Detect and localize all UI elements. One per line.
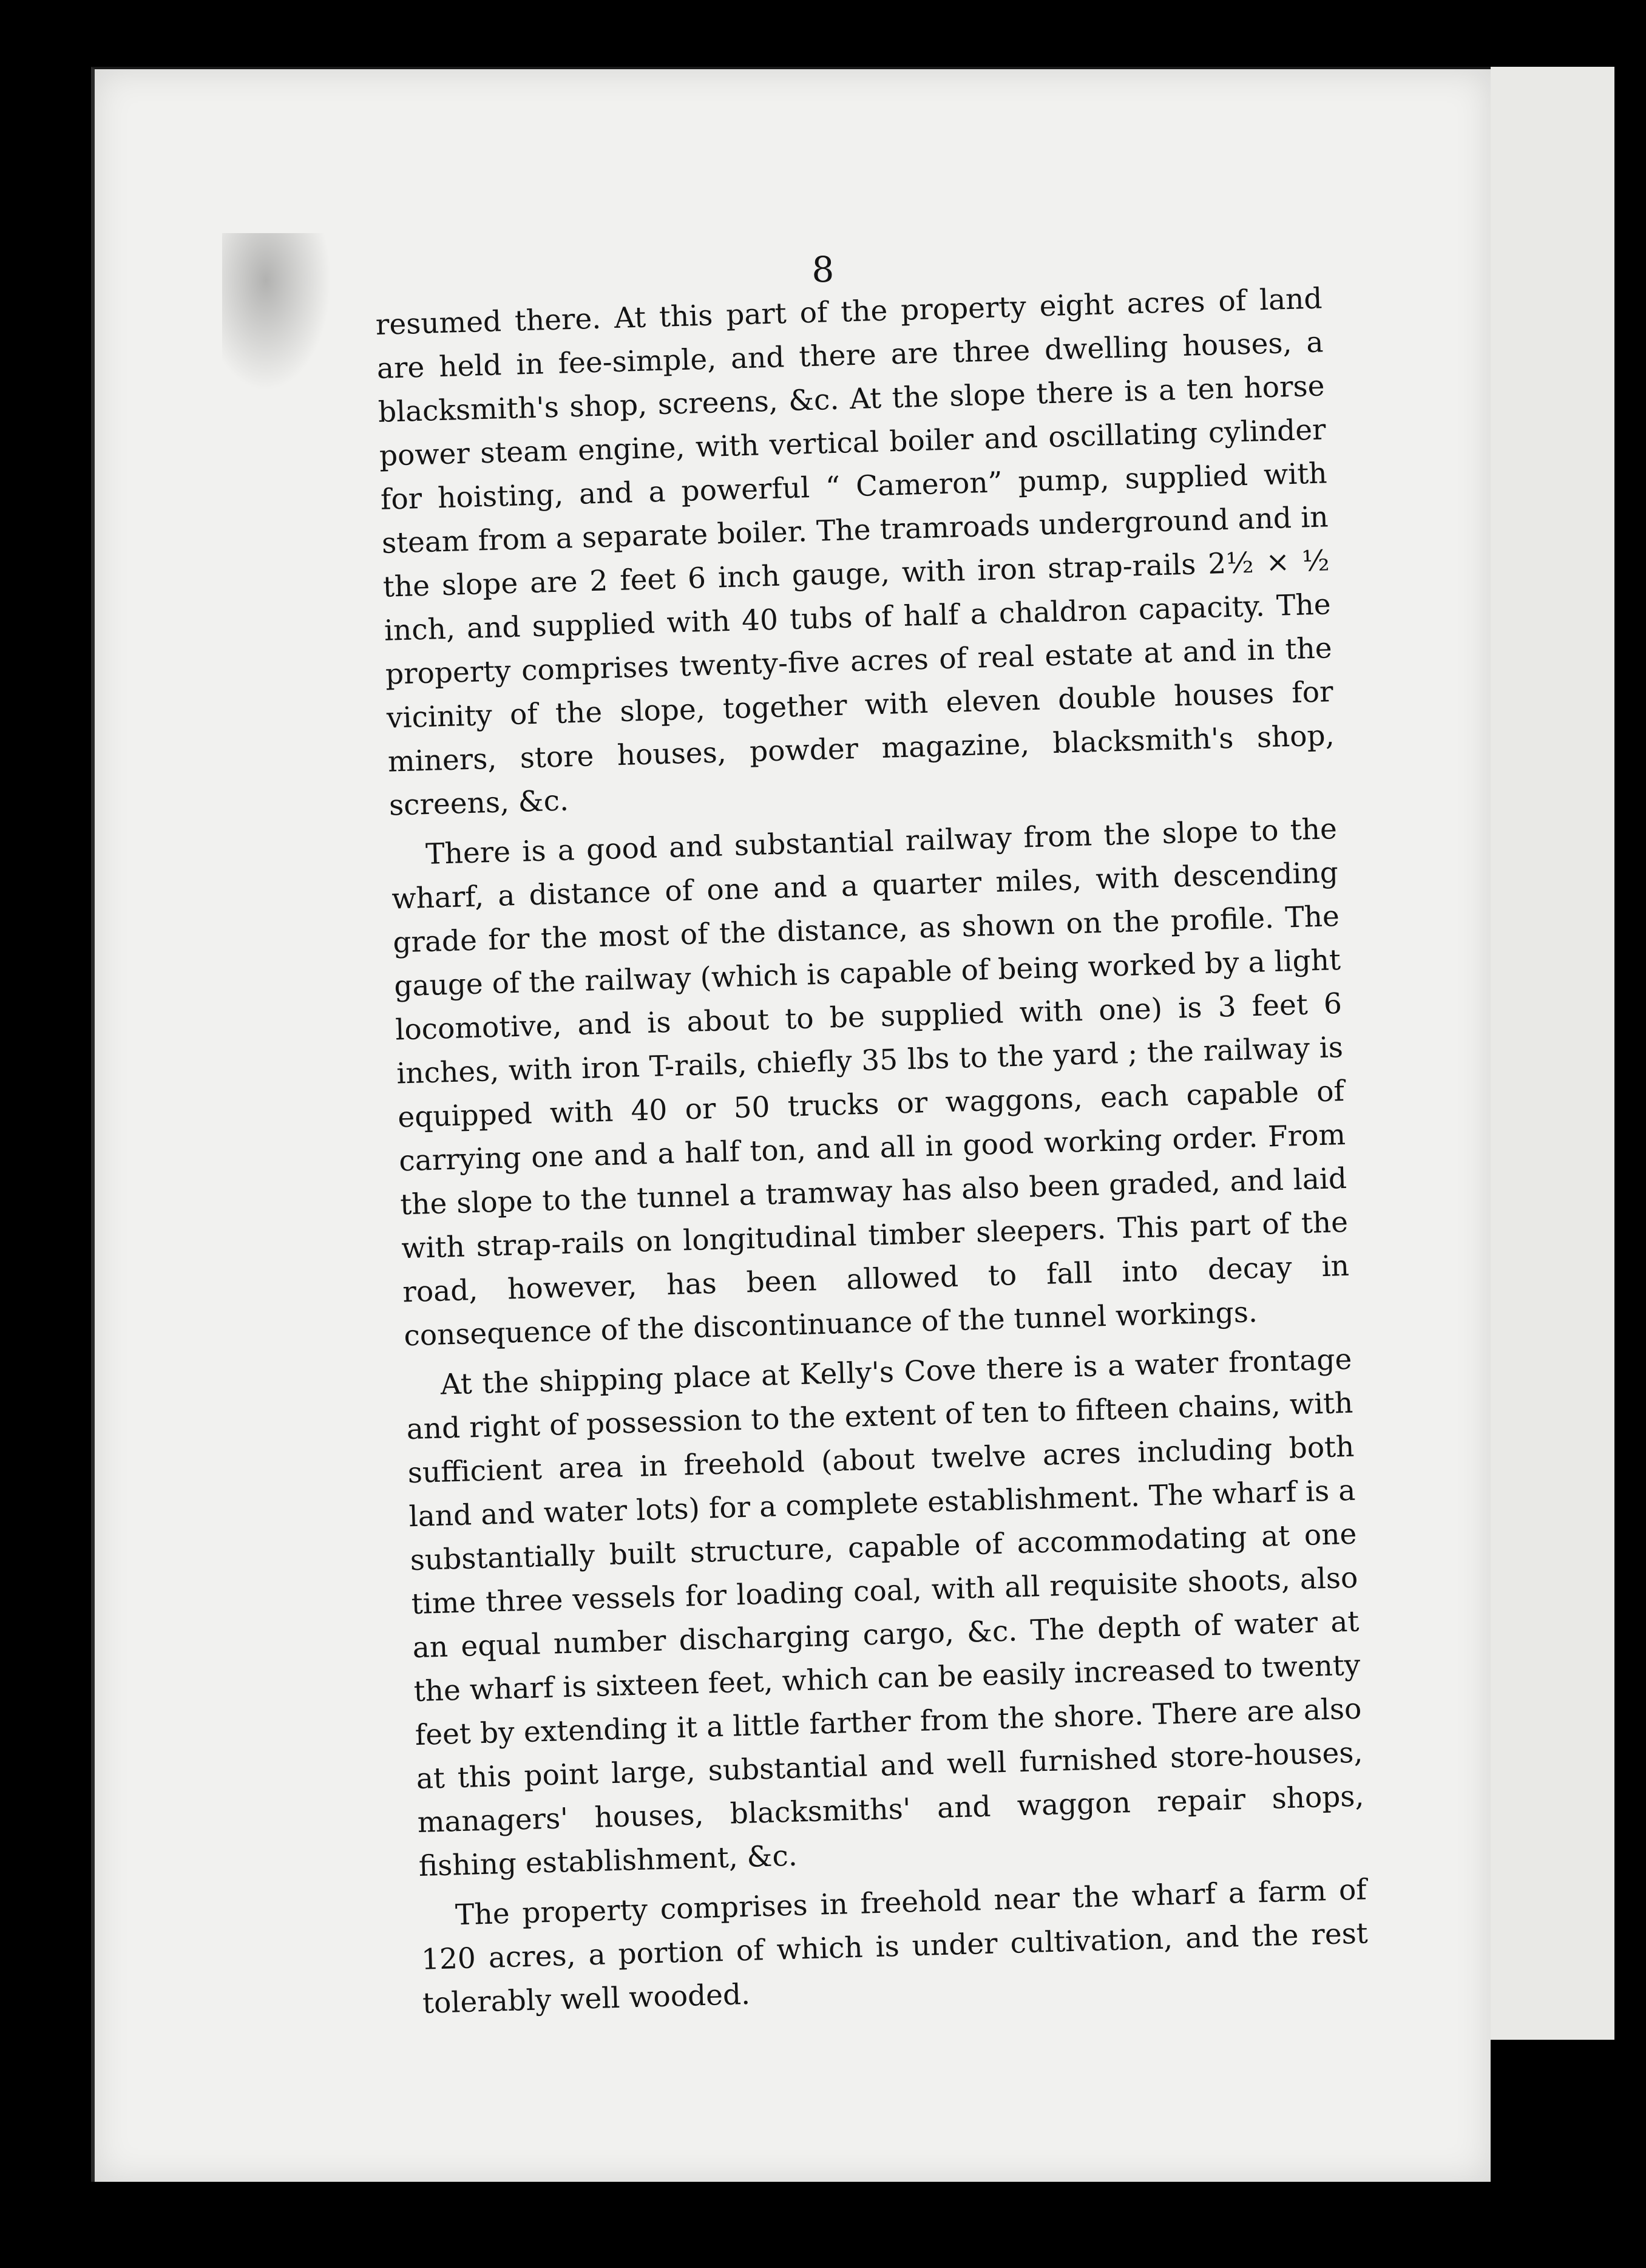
paragraph-2: There is a good and substantial railway from the slope to the wharf, a distance of one and a quarter miles, with descending grade for the most of the distance, as shown on the profile. The gauge of the railway (which is capable of being worked by a light locomotive, and is about to be supplied with one) is 3 feet 6 inches, with iron T-rails, chiefly 35 lbs to the yard ; the railway is equipped with 40 or 50 trucks or waggons, each capable of carrying one and a half ton, and all in good working order. From the slope to the tunnel a tramway has also been graded, and laid with strap-rails on longitudinal timber sleepers. This part of the road, however, has been allowed to fall into decay in consequence of the discontinuance of the tunnel workings. [391,812,1350,1353]
body-text [375,277,1370,2031]
paragraph-3: At the shipping place at Kelly's Cove there is a water frontage and right of possession to the extent of ten to fifteen chains, with sufficient area in freehold (about twelve acres including both land and water lots) for a complete establishment. The wharf is a substantially built structure, capable of accommodating at one time three vessels for loading coal, with all requisite shoots, also an equal number discharging cargo, &c. The depth of water at the wharf is sixteen feet, which can be easily increased to twenty feet by extending it a little farther from the shore. There are also at this point large, substantial and well furnished store-houses, managers' houses, blacksmiths' and waggon repair shops, fishing establishment, &c. [406,1342,1365,1883]
page-number: 8 [811,249,835,290]
adjacent-page-edge [1481,67,1614,2040]
paragraph-1: resumed there. At this part of the property eight acres of land are held in fee-simple, and there are three dwelling houses, a blacksmith's shop, screens, &c. At the slope there is a ten horse power steam engine, with vertical boiler and oscillating cylinder for hoisting, and a powerful “ Cameron” pump, supplied with steam from a separate boiler. The tramroads underground and in the slope are 2 feet 6 inch gauge, with iron strap-rails 2½ × ½ inch, and supplied with 40 tubs of half a chaldron capacity. The property comprises twenty-five acres of real estate at and in the vicinity of the slope, together with eleven double houses for miners, store houses, powder magazine, blacksmith's shop, screens, &c. [375,282,1335,823]
paragraph-4: The property comprises in freehold near the wharf a farm of 120 acres, a portion of which is under cultivation, and the rest tolerably well wooded. [421,1873,1369,2020]
